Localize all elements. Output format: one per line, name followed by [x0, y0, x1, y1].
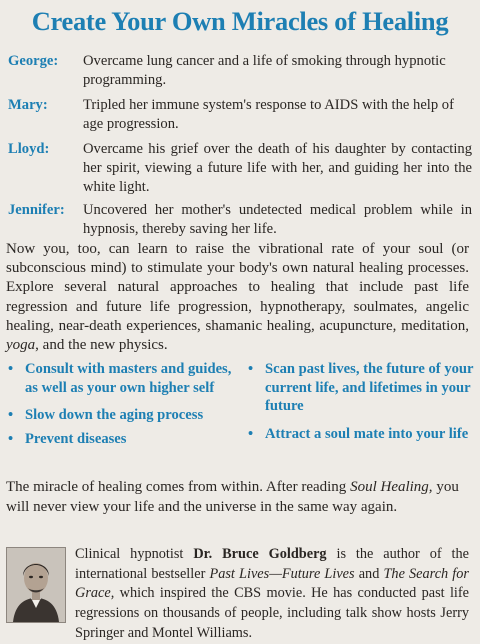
bullet-icon: •: [8, 407, 14, 424]
testimonial-text: Tripled her immune system's response to AIDS with the help of age progression.: [83, 97, 454, 132]
bullet-icon: •: [8, 431, 14, 448]
intro-yoga: yoga: [6, 337, 36, 354]
bullet-item: [8, 430, 236, 449]
bullet-item: [248, 425, 474, 444]
testimonial-jennifer: [0, 201, 480, 241]
bullet-icon: •: [248, 361, 254, 377]
testimonials: [0, 52, 480, 241]
closing-text: The miracle of healing comes from within. After reading: [6, 479, 351, 495]
testimonial-text: Overcame lung cancer and a life of smoking through hypnotic programming.: [83, 53, 446, 88]
testimonial-name: George:: [8, 53, 59, 69]
closing-paragraph: [6, 478, 470, 517]
bio-text: is the author of the international bestseller: [75, 546, 470, 582]
bullet-icon: •: [248, 426, 254, 443]
intro-text: Now you, too, can learn to raise the vibrational rate of your soul (or subconscious mind) to stimulate your body's own natural healing processes. Explore several natural approaches to healing that include past life regression and future life progression, hypnotherapy, soulmates, angelic healing, near-death experiences, shamanic healing, acupuncture, meditation,: [6, 241, 469, 334]
testimonial-mary: [0, 96, 480, 140]
book-title: Soul Healing,: [350, 479, 433, 495]
testimonial-name: Jennifer:: [8, 202, 65, 218]
author-bio: [75, 545, 469, 644]
bio-text: and: [354, 565, 384, 582]
bio-text: which inspired the CBS movie. He has conducted past life regressions on thousands of people, including talk show hosts Jerry Springer and Montel Williams.: [75, 585, 469, 641]
bullet-label: Slow down the aging process: [25, 407, 204, 424]
testimonial-name: Lloyd:: [8, 141, 50, 157]
bullet-item: [8, 406, 236, 425]
author-name: Dr. Bruce Goldberg: [193, 546, 327, 562]
bullet-label: Consult with masters and guides, as well as your own higher self: [25, 361, 232, 396]
bullet-item: [8, 360, 236, 397]
bullet-list-left: [8, 360, 236, 449]
book-title: Past Lives—Future Lives: [209, 565, 355, 582]
author-photo: [6, 547, 66, 623]
closing-text-end: you will never view your life and the universe in the same way again.: [6, 479, 459, 515]
bullet-list-right: [248, 360, 474, 444]
intro-paragraph: [6, 240, 469, 355]
bio-text: Clinical hypnotist: [75, 546, 194, 562]
bullet-label: Prevent diseases: [25, 431, 127, 448]
book-title: The Search for Grace,: [75, 565, 469, 602]
testimonial-george: [0, 52, 480, 96]
bullet-label: Scan past lives, the future of your current life, and lifetimes in your future: [265, 361, 474, 415]
testimonial-text: Overcame his grief over the death of his daughter by contacting her spirit, viewing a future life with her, and guiding her into the white light.: [83, 141, 472, 195]
bullet-item: [248, 360, 474, 416]
bullet-label: Attract a soul mate into your life: [265, 426, 469, 443]
intro-text-end: , and the new physics.: [35, 337, 168, 354]
testimonial-lloyd: [0, 140, 480, 201]
page-title: Create Your Own Miracles of Healing: [31, 6, 449, 36]
testimonial-text: Uncovered her mother's undetected medical problem while in hypnosis, thereby saving her life.: [83, 202, 472, 237]
author-portrait-image: [7, 548, 65, 622]
testimonial-name: Mary:: [8, 97, 48, 113]
bullet-icon: •: [8, 361, 14, 377]
